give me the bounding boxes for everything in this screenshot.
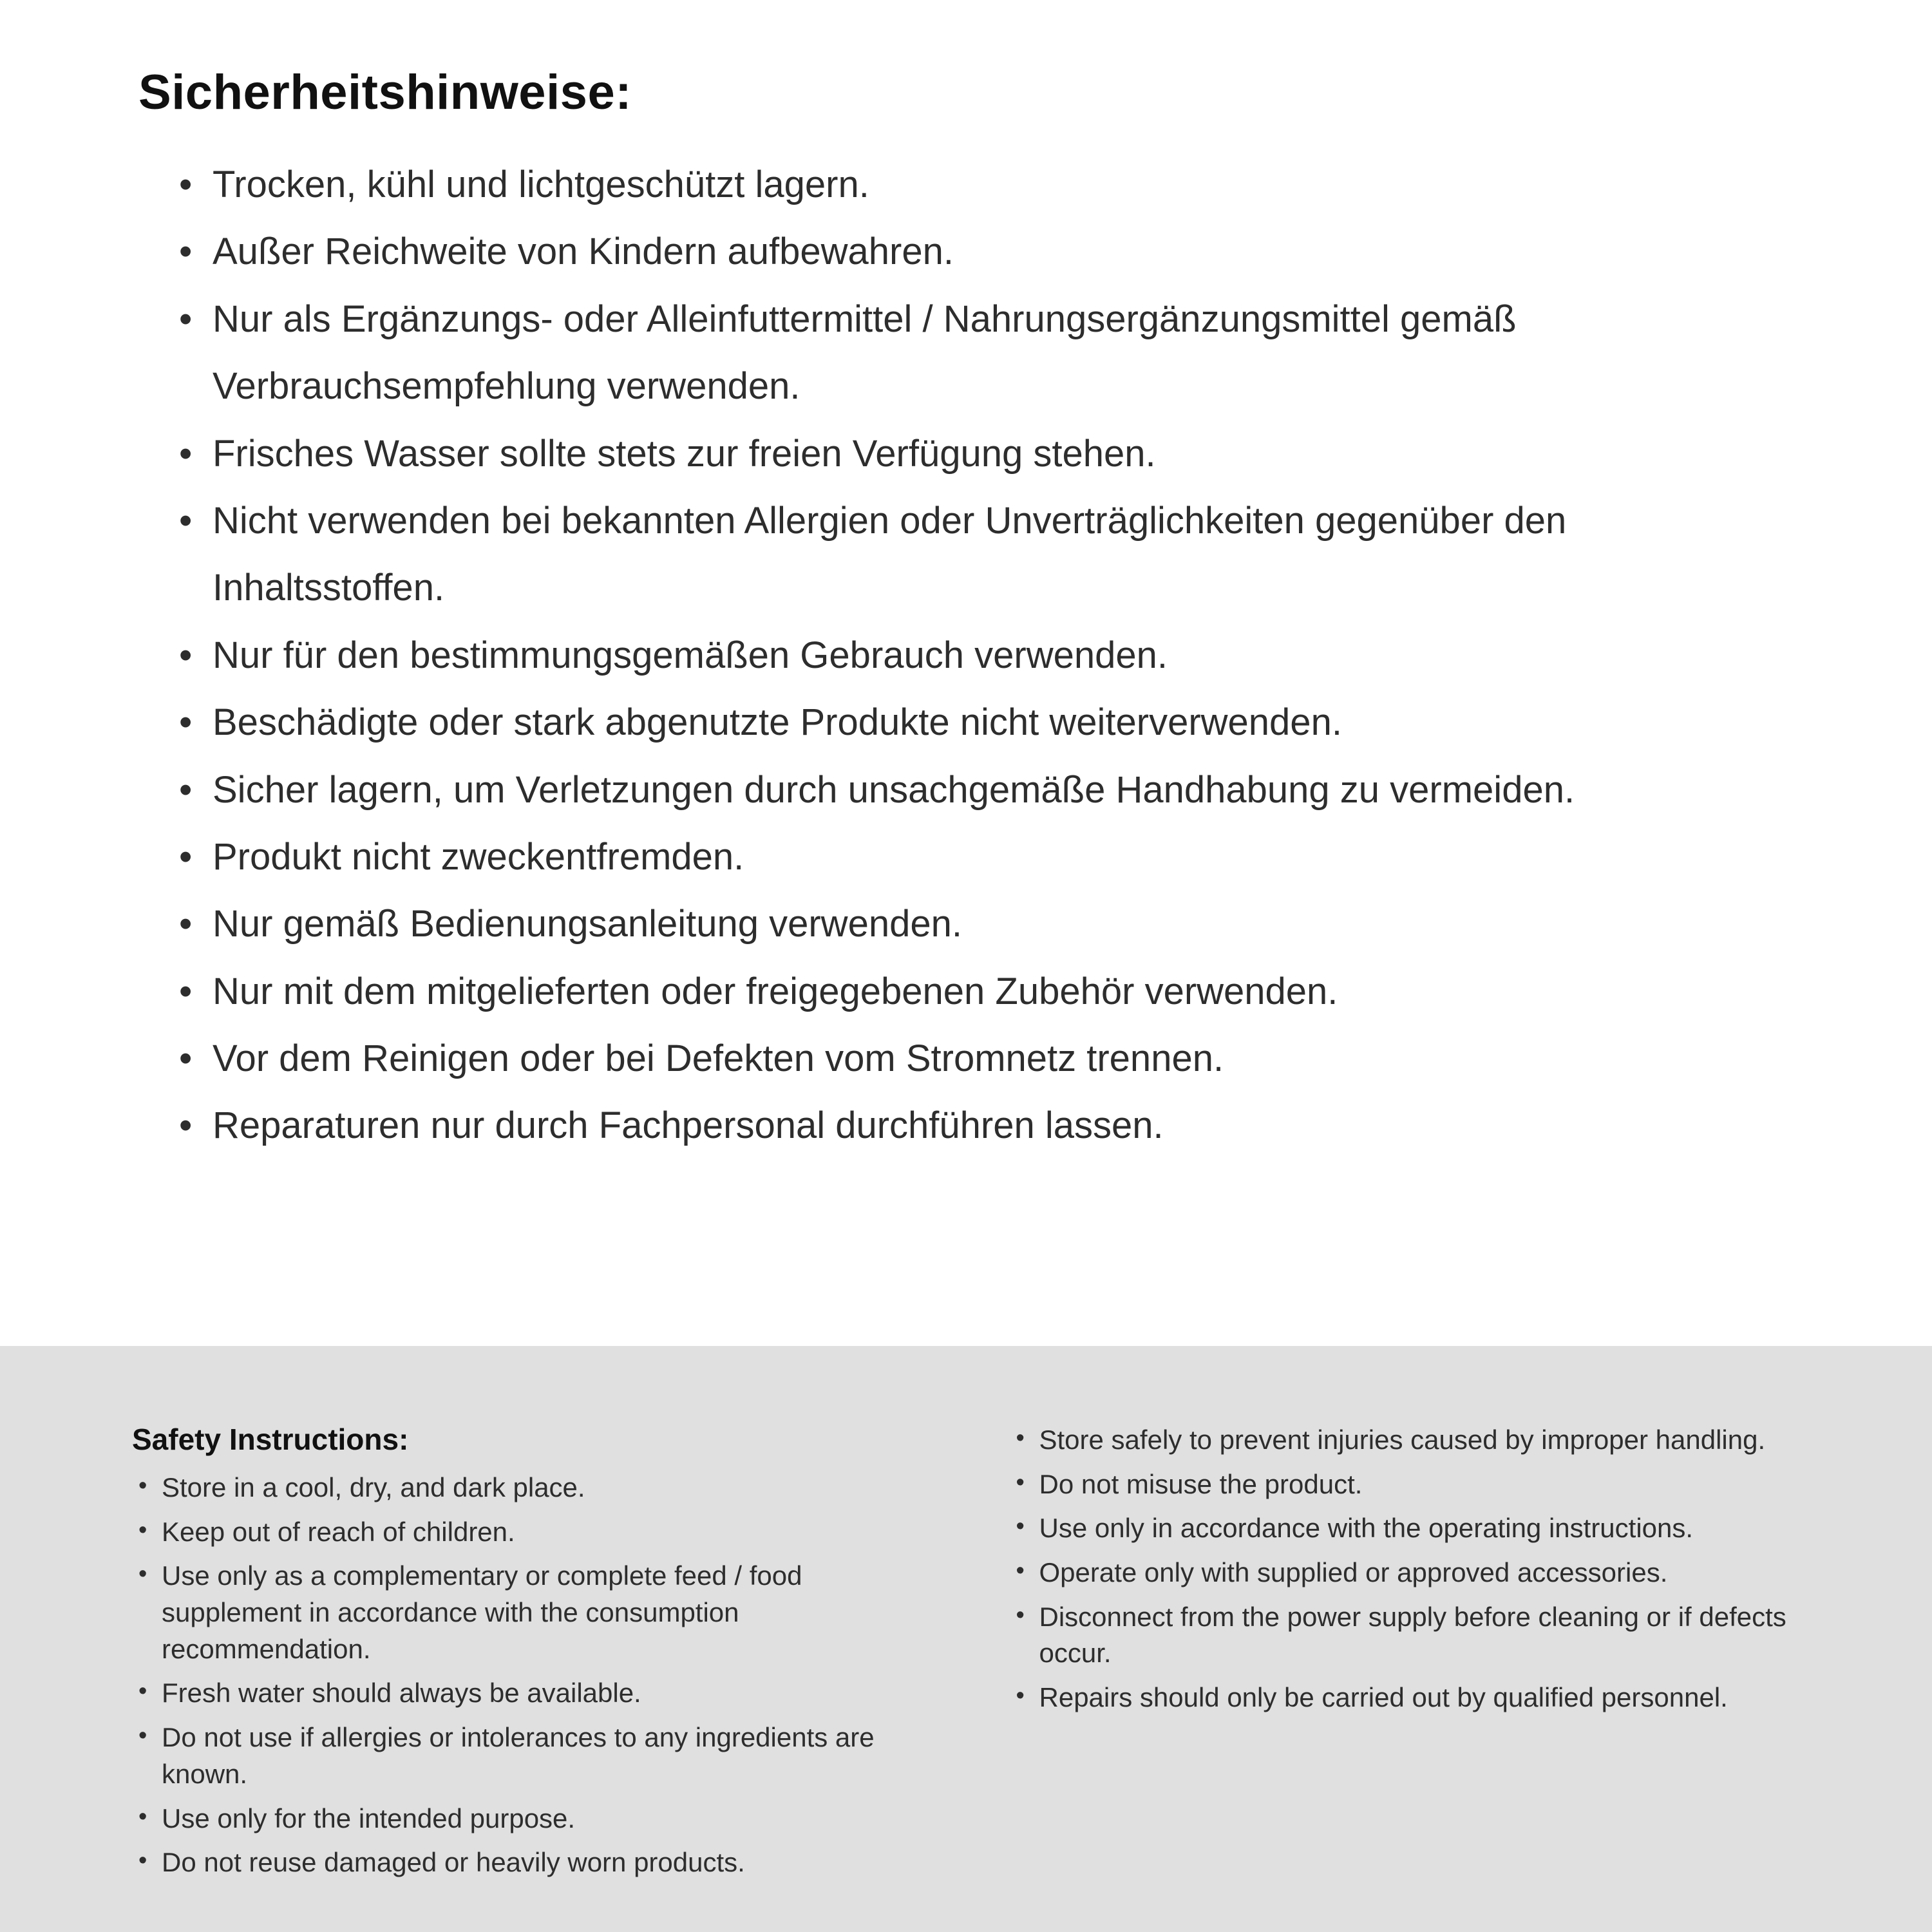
list-item: • Operate only with supplied or approved accessories. (1010, 1555, 1804, 1591)
german-section-title: Sicherheitshinweise: (138, 65, 632, 120)
english-section-title: Safety Instructions: (132, 1423, 409, 1456)
list-item: • Sicher lagern, um Verletzungen durch unsachgemäße Handhabung zu vermeiden. (174, 757, 1790, 824)
list-item: • Frisches Wasser sollte stets zur freien Verfügung stehen. (174, 421, 1790, 488)
list-item: • Außer Reichweite von Kindern aufbewahren. (174, 218, 1790, 285)
english-right-list (1010, 1422, 1804, 1716)
german-safety-list (138, 151, 1790, 1160)
list-item: • Nur für den bestimmungsgemäßen Gebrauch verwenden. (174, 622, 1790, 689)
english-columns (132, 1422, 1803, 1889)
list-item: • Fresh water should always be available. (132, 1675, 926, 1712)
list-item: • Nur mit dem mitgelieferten oder freigegebenen Zubehör verwenden. (174, 958, 1790, 1025)
list-item: • Nur als Ergänzungs- oder Alleinfuttermittel / Nahrungsergänzungsmittel gemäß Verbrauchsempfehlung verwenden. (174, 286, 1790, 421)
list-item: • Keep out of reach of children. (132, 1514, 926, 1551)
list-item: • Do not use if allergies or intolerances to any ingredients are known. (132, 1719, 926, 1792)
list-item: • Repairs should only be carried out by qualified personnel. (1010, 1680, 1804, 1716)
list-item: • Nur gemäß Bedienungsanleitung verwenden. (174, 891, 1790, 958)
english-left-list (132, 1470, 926, 1881)
list-item: • Beschädigte oder stark abgenutzte Produkte nicht weiterverwenden. (174, 689, 1790, 756)
list-item: • Do not reuse damaged or heavily worn products. (132, 1844, 926, 1881)
list-item: • Trocken, kühl und lichtgeschützt lagern. (174, 151, 1790, 218)
list-item: • Nicht verwenden bei bekannten Allergien oder Unverträglichkeiten gegenüber den Inhaltsstoffen. (174, 488, 1790, 622)
list-item: • Use only for the intended purpose. (132, 1801, 926, 1837)
list-item: • Use only in accordance with the operating instructions. (1010, 1510, 1804, 1547)
list-item: • Use only as a complementary or complete feed / food supplement in accordance with the consumption recommendation. (132, 1558, 926, 1667)
list-item: • Store safely to prevent injuries caused by improper handling. (1010, 1422, 1804, 1459)
list-item: • Reparaturen nur durch Fachpersonal durchführen lassen. (174, 1092, 1790, 1159)
english-right-column (1010, 1422, 1804, 1724)
english-left-column (132, 1422, 926, 1889)
list-item: • Vor dem Reinigen oder bei Defekten vom Stromnetz trennen. (174, 1025, 1790, 1092)
english-safety-section (0, 1346, 1932, 1932)
list-item: • Disconnect from the power supply before cleaning or if defects occur. (1010, 1599, 1804, 1672)
list-item: • Produkt nicht zweckentfremden. (174, 824, 1790, 891)
list-item: • Do not misuse the product. (1010, 1466, 1804, 1503)
list-item: • Store in a cool, dry, and dark place. (132, 1470, 926, 1506)
